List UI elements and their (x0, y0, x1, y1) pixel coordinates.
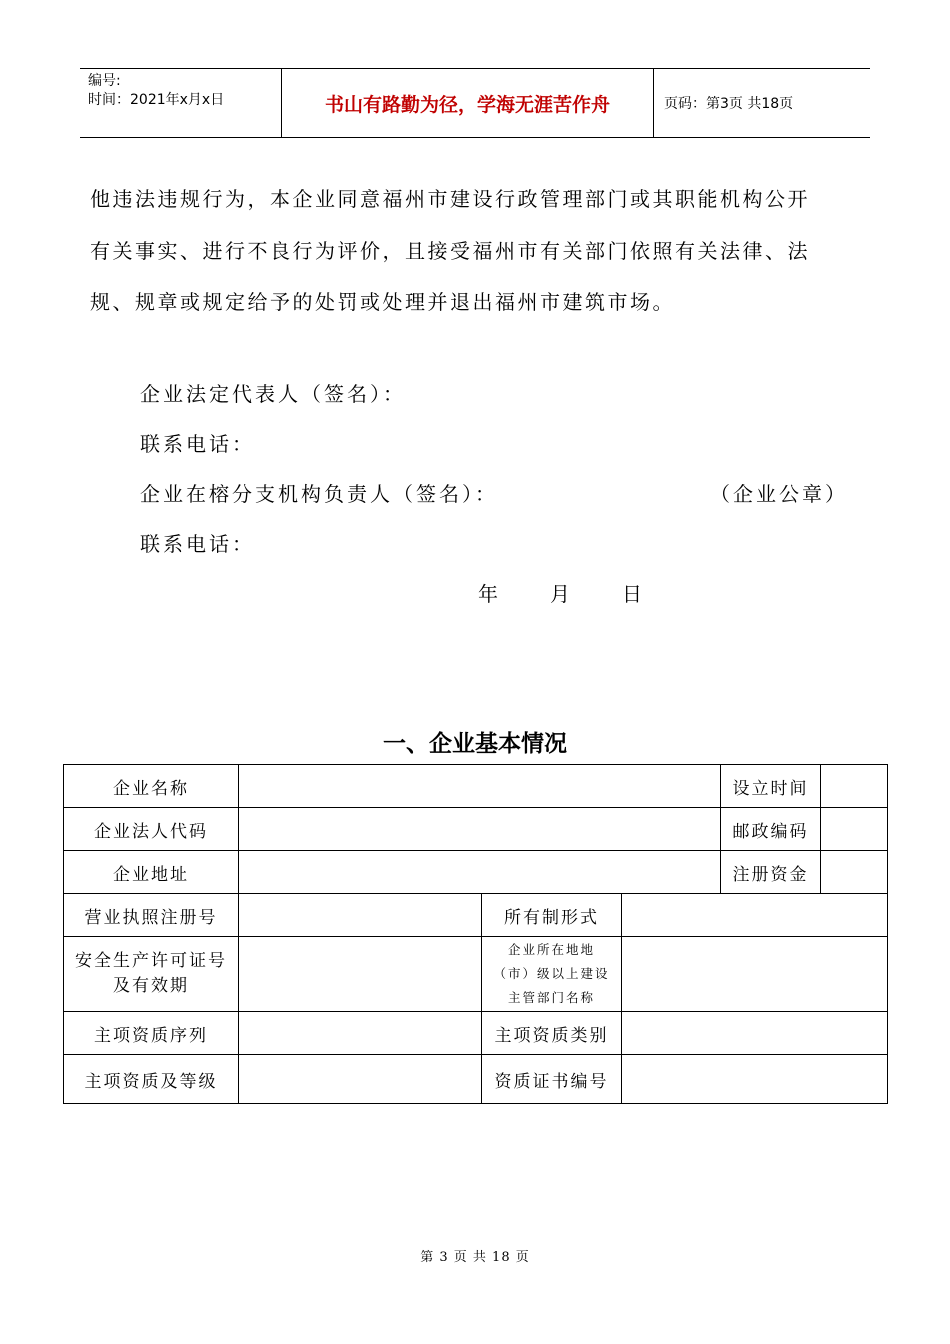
main-grade-field[interactable] (239, 1055, 482, 1104)
table-row (64, 937, 888, 1012)
section-title: 一、企业基本情况 (383, 731, 567, 757)
company-name-field[interactable] (239, 765, 721, 808)
label-legal-code: 企业法人代码 (64, 808, 239, 851)
page-footer: 第 3 页 共 18 页 (420, 1250, 530, 1265)
commitment-paragraph (90, 174, 880, 329)
label-safety-permit-line1: 安全生产许可证号 (75, 951, 227, 971)
table-row (64, 894, 888, 937)
safety-permit-field[interactable] (239, 937, 482, 1012)
established-cell (721, 765, 888, 808)
label-license-no: 营业执照注册号 (64, 894, 239, 937)
label-main-seq: 主项资质序列 (64, 1012, 239, 1055)
postal-cell (721, 808, 888, 851)
label-main-grade: 主项资质及等级 (64, 1055, 239, 1104)
label-main-cat: 主项资质类别 (482, 1012, 622, 1055)
capital-cell (721, 851, 888, 894)
license-no-field[interactable] (239, 894, 482, 937)
address-field[interactable] (239, 851, 721, 894)
legal-code-field[interactable] (239, 808, 721, 851)
label-safety-permit (64, 937, 239, 1012)
paragraph-line: 规、规章或规定给予的处罚或处理并退出福州市建筑市场。 (90, 290, 675, 314)
date-month: 月 (550, 582, 570, 606)
time-label: 时间：2021年x月x日 (88, 92, 225, 108)
legal-rep-signature: 企业法定代表人（签名）： (140, 382, 406, 406)
paragraph-line: 他违法违规行为，本企业同意福州市建设行政管理部门或其职能机构公开 (90, 187, 810, 211)
label-established: 设立时间 (732, 778, 809, 799)
date-day: 日 (622, 582, 642, 606)
table-row (64, 851, 888, 894)
postal-code-field[interactable] (820, 808, 887, 850)
label-authority-line3: 主管部门名称 (507, 990, 595, 1005)
header-left (80, 69, 281, 137)
phone-label-2: 联系电话： (140, 532, 255, 556)
capital-field[interactable] (820, 851, 887, 893)
label-company-name: 企业名称 (64, 765, 239, 808)
label-postal-code: 邮政编码 (732, 821, 809, 842)
number-label: 编号: (88, 73, 121, 89)
ownership-field[interactable] (622, 894, 888, 937)
label-authority (482, 937, 622, 1012)
label-authority-line2: （市）级以上建设 (493, 966, 610, 981)
label-ownership: 所有制形式 (482, 894, 622, 937)
company-info-table (63, 764, 888, 1104)
paragraph-line: 有关事实、进行不良行为评价，且接受福州市有关部门依照有关法律、法 (90, 238, 810, 263)
company-seal-label: （企业公章） (710, 482, 848, 506)
page-info: 页码：第3页 共18页 (664, 96, 794, 112)
main-seq-field[interactable] (239, 1012, 482, 1055)
table-row (64, 808, 888, 851)
label-address: 企业地址 (64, 851, 239, 894)
label-capital: 注册资金 (732, 864, 809, 885)
cert-no-field[interactable] (622, 1055, 888, 1104)
page-header (80, 68, 870, 138)
phone-label-1: 联系电话： (140, 432, 255, 456)
table-row (64, 1055, 888, 1104)
label-authority-line1: 企业所在地地 (507, 942, 595, 957)
date-year: 年 (478, 582, 498, 606)
branch-head-signature: 企业在榕分支机构负责人（签名）： (140, 482, 498, 506)
table-row (64, 1012, 888, 1055)
label-cert-no: 资质证书编号 (482, 1055, 622, 1104)
authority-field[interactable] (622, 937, 888, 1012)
table-row (64, 765, 888, 808)
motto: 书山有路勤为径，学海无涯苦作舟 (281, 69, 654, 137)
label-safety-permit-line2: 及有效期 (113, 976, 189, 996)
main-cat-field[interactable] (622, 1012, 888, 1055)
established-field[interactable] (820, 765, 887, 807)
